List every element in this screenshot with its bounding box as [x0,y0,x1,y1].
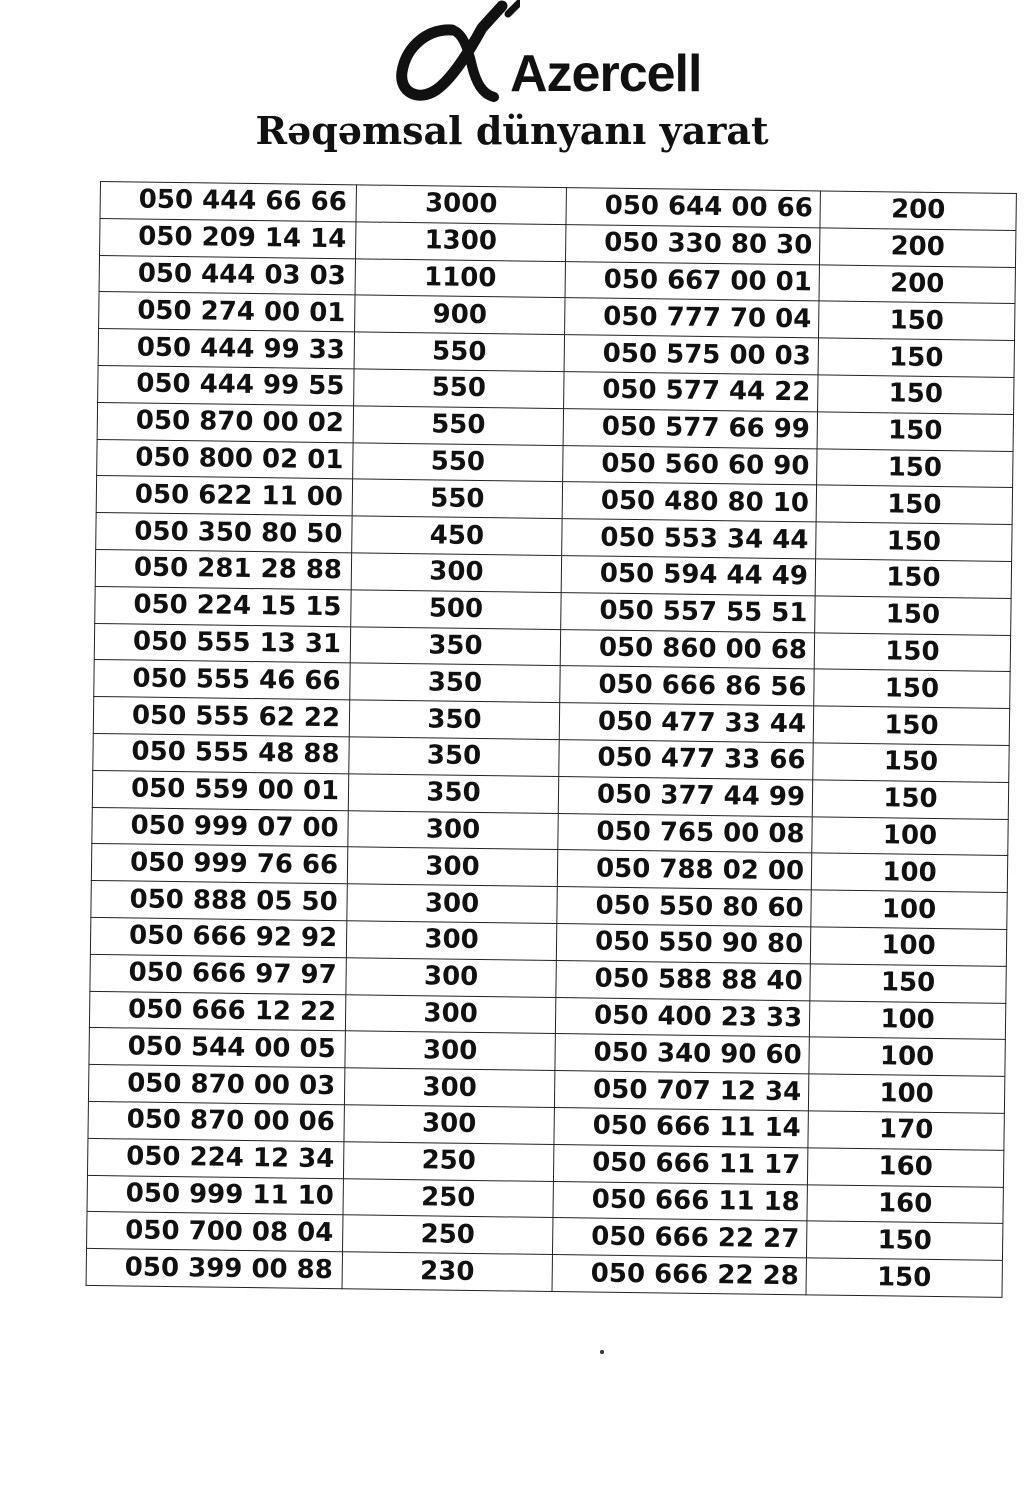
phone-number-cell: 050 560 60 90 [563,445,817,485]
table-body [86,182,1016,1298]
phone-number-cell: 050 559 00 01 [92,770,348,810]
phone-number-cell: 050 399 00 88 [86,1249,342,1289]
price-cell: 550 [354,332,564,372]
phone-number-cell: 050 666 11 18 [553,1181,807,1221]
phone-number-cell: 050 444 99 33 [98,329,354,369]
phone-number-cell: 050 477 33 44 [559,703,813,743]
price-cell: 550 [353,406,563,446]
phone-number-cell: 050 666 12 22 [89,991,345,1031]
price-cell: 100 [811,890,1007,929]
price-cell: 170 [808,1111,1004,1150]
price-cell: 100 [809,1037,1005,1076]
price-cell: 350 [348,774,558,814]
price-cell: 350 [350,663,560,703]
phone-number-cell: 050 870 00 03 [88,1065,344,1105]
phone-number-cell: 050 594 44 49 [561,556,815,596]
phone-number-cell: 050 577 44 22 [564,372,818,412]
price-cell: 150 [816,522,1012,561]
phone-number-cell: 050 350 80 50 [96,513,352,553]
phone-number-cell: 050 550 80 60 [557,887,811,927]
price-cell: 150 [806,1221,1002,1260]
phone-number-cell: 050 888 05 50 [91,881,347,921]
price-cell: 250 [343,1178,553,1218]
phone-number-cell: 050 550 90 80 [556,923,810,963]
page-header [0,0,1024,170]
phone-number-cell: 050 224 15 15 [95,586,351,626]
price-cell: 150 [818,338,1014,377]
phone-number-cell: 050 765 00 08 [558,813,812,853]
price-cell: 450 [352,516,562,556]
azercell-alpha-logo-icon [390,0,520,110]
phone-number-cell: 050 666 22 27 [552,1218,806,1258]
phone-number-cell: 050 666 86 56 [560,666,814,706]
price-cell: 550 [353,442,563,482]
price-cell: 150 [819,301,1015,340]
price-cell: 500 [351,590,561,630]
price-cell: 300 [345,1031,555,1071]
phone-number-cell: 050 666 92 92 [90,917,346,957]
price-table-wrapper [85,181,1016,1333]
phone-number-cell: 050 999 07 00 [92,807,348,847]
price-cell: 350 [349,737,559,777]
phone-number-cell: 050 707 12 34 [554,1071,808,1111]
phone-number-cell: 050 788 02 00 [557,850,811,890]
price-cell: 100 [811,853,1007,892]
price-cell: 300 [351,553,561,593]
price-cell: 300 [344,1068,554,1108]
phone-number-cell: 050 555 13 31 [94,623,350,663]
price-cell: 150 [806,1258,1002,1297]
phone-number-cell: 050 700 08 04 [87,1212,343,1252]
price-cell: 300 [346,921,556,961]
phone-number-cell: 050 577 66 99 [563,408,817,448]
phone-number-cell: 050 544 00 05 [89,1028,345,1068]
phone-number-cell: 050 800 02 01 [97,439,353,479]
price-cell: 200 [819,265,1015,304]
price-cell: 550 [354,369,564,409]
price-cell: 3000 [356,185,566,225]
phone-number-cell: 050 555 46 66 [94,660,350,700]
phone-number-cell: 050 588 88 40 [556,960,810,1000]
price-cell: 150 [813,743,1009,782]
price-cell: 1100 [355,258,565,298]
phone-number-cell: 050 575 00 03 [564,335,818,375]
price-cell: 150 [818,375,1014,414]
phone-number-cell: 050 870 00 02 [97,402,353,442]
price-cell: 200 [820,191,1016,230]
phone-number-cell: 050 281 28 88 [95,549,351,589]
price-cell: 300 [345,994,555,1034]
price-cell: 150 [810,964,1006,1003]
price-cell: 1300 [356,222,566,262]
phone-number-cell: 050 555 48 88 [93,733,349,773]
price-cell: 150 [815,559,1011,598]
brand-name: Azercell [510,45,702,103]
price-cell: 250 [343,1141,553,1181]
phone-number-cell: 050 666 11 17 [553,1144,807,1184]
phone-number-cell: 050 644 00 66 [566,188,820,228]
price-cell: 300 [347,847,557,887]
phone-number-cell: 050 777 70 04 [565,298,819,338]
price-cell: 250 [343,1215,553,1255]
price-cell: 550 [352,479,562,519]
price-cell: 350 [350,626,560,666]
price-cell: 160 [807,1184,1003,1223]
phone-number-cell: 050 555 62 22 [93,697,349,737]
price-cell: 150 [816,485,1012,524]
phone-number-cell: 050 480 80 10 [562,482,816,522]
price-cell: 100 [808,1074,1004,1113]
phone-number-cell: 050 274 00 01 [99,292,355,332]
price-cell: 230 [342,1252,552,1292]
price-cell: 150 [812,780,1008,819]
phone-number-cell: 050 666 11 14 [554,1107,808,1147]
phone-number-cell: 050 860 00 68 [560,629,814,669]
phone-number-cell: 050 999 11 10 [87,1175,343,1215]
phone-number-cell: 050 340 90 60 [555,1034,809,1074]
phone-number-cell: 050 444 99 55 [98,365,354,405]
price-cell: 150 [813,706,1009,745]
phone-number-cell: 050 224 12 34 [87,1138,343,1178]
price-cell: 100 [812,816,1008,855]
phone-number-cell: 050 553 34 44 [562,519,816,559]
phone-number-cell: 050 870 00 06 [88,1101,344,1141]
price-cell: 350 [349,700,559,740]
price-cell: 300 [344,1105,554,1145]
price-cell: 100 [810,927,1006,966]
price-cell: 160 [807,1148,1003,1187]
price-cell: 150 [817,412,1013,451]
price-cell: 150 [817,448,1013,487]
price-cell: 900 [355,295,565,335]
phone-number-cell: 050 557 55 51 [561,592,815,632]
phone-number-cell: 050 667 00 01 [565,261,819,301]
price-cell: 200 [819,228,1015,267]
phone-number-cell: 050 999 76 66 [91,844,347,884]
phone-number-cell: 050 330 80 30 [565,224,819,264]
number-price-table [86,181,1017,1298]
price-cell: 150 [815,596,1011,635]
azercell-logo [390,0,730,110]
phone-number-cell: 050 444 66 66 [100,182,356,222]
price-cell: 300 [348,810,558,850]
phone-number-cell: 050 666 22 28 [552,1255,806,1295]
phone-number-cell: 050 377 44 99 [558,776,812,816]
phone-number-cell: 050 666 97 97 [90,954,346,994]
price-cell: 300 [346,958,556,998]
phone-number-cell: 050 444 03 03 [99,255,355,295]
scan-speck [600,1350,604,1354]
phone-number-cell: 050 400 23 33 [555,997,809,1037]
price-cell: 150 [814,669,1010,708]
phone-number-cell: 050 477 33 66 [559,740,813,780]
tagline: Rəqəmsal dünyanı yarat [255,108,769,153]
phone-number-cell: 050 209 14 14 [100,218,356,258]
price-cell: 100 [809,1000,1005,1039]
price-cell: 300 [347,884,557,924]
phone-number-cell: 050 622 11 00 [96,476,352,516]
price-cell: 150 [814,632,1010,671]
